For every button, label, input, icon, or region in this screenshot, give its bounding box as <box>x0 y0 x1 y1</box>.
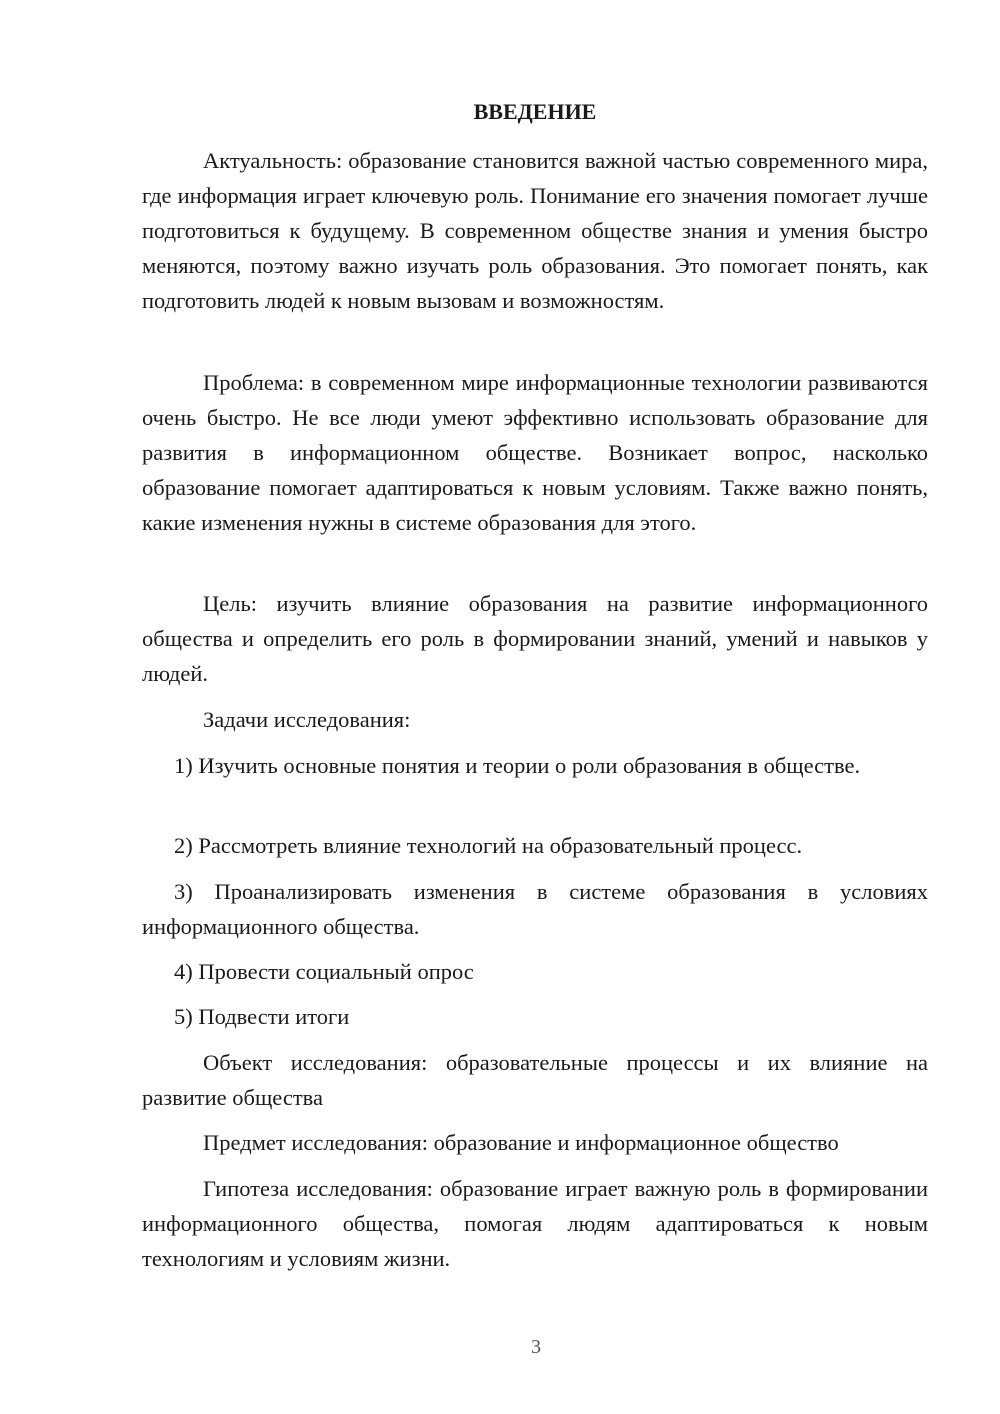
tasks-heading: Задачи исследования: <box>203 707 411 732</box>
hypothesis-paragraph: Гипотеза исследования: образование играет важную роль в формировании информационного общества, помогая людям адаптироваться к новым технологиям и условиям жизни. <box>142 1176 928 1271</box>
page-number: 3 <box>531 1336 541 1358</box>
subject-paragraph: Предмет исследования: образование и информационное общество <box>203 1130 839 1155</box>
task-item: 1) Изучить основные понятия и теории о роли образования в обществе. <box>174 753 861 778</box>
task-item: 5) Подвести итоги <box>174 1004 350 1029</box>
object-paragraph: Объект исследования: образовательные процессы и их влияние на развитие общества <box>142 1050 928 1110</box>
task-item: 2) Рассмотреть влияние технологий на образовательный процесс. <box>174 833 803 858</box>
goal-paragraph: Цель: изучить влияние образования на развитие информационного общества и определить его роль в формировании знаний, умений и навыков у людей. <box>142 591 928 686</box>
relevance-paragraph: Актуальность: образование становится важной частью современного мира, где информация играет ключевую роль. Понимание его значения помогает лучше подготовиться к будущему. В современном обществе знания и умения быстро меняются, поэтому важно изучать роль образования. Это помогает понять, как подготовить людей к новым вызовам и возможностям. <box>142 148 928 313</box>
page-title: ВВЕДЕНИЕ <box>473 99 597 124</box>
problem-paragraph: Проблема: в современном мире информационные технологии развиваются очень быстро. Не все люди умеют эффективно использовать образование для развития в информационном обществе. Возникает вопрос, насколько образование помогает адаптироваться к новым условиям. Также важно понять, какие изменения нужны в системе образования для этого. <box>142 370 928 535</box>
task-item: 4) Провести социальный опрос <box>174 959 474 984</box>
task-item: 3) Проанализировать изменения в системе образования в условиях информационного общества. <box>142 879 928 939</box>
